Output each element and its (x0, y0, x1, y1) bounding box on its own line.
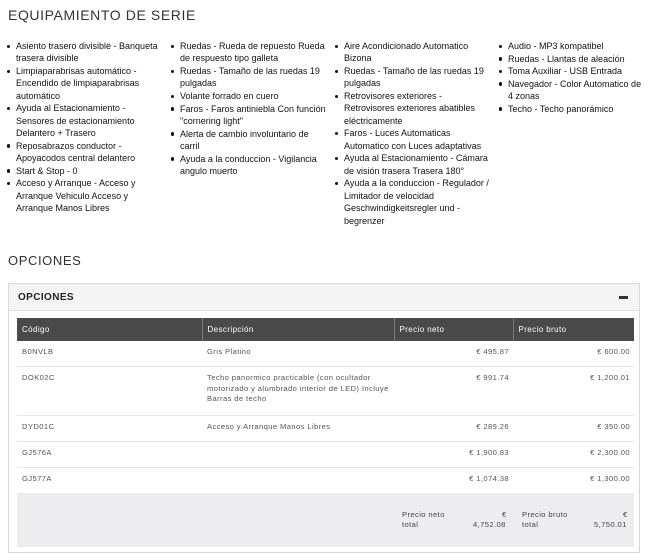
cell-precio-neto: € 1,900.83 (394, 442, 513, 468)
list-item: Toma Auxiliar - USB Entrada (499, 65, 645, 77)
table-row (17, 367, 634, 416)
total-neto-value: 4,752.08 (473, 520, 506, 529)
panel-header[interactable] (9, 284, 639, 311)
list-item: Asiento trasero divisible - Banqueta trasera divisible (7, 40, 165, 65)
options-table (17, 318, 634, 495)
total-neto-label: Precio neto (402, 510, 445, 519)
equipamiento-heading: EQUIPAMIENTO DE SERIE (8, 7, 196, 23)
cell-precio-neto: € 991.74 (394, 367, 513, 416)
column-header-codigo[interactable]: Código (17, 318, 202, 341)
total-neto-label-2: total (402, 520, 419, 529)
list-item: Reposabrazos conductor - Apoyacodos central delantero (7, 140, 165, 165)
list-item: Faros - Faros antiniebla Con función "cornering light" (171, 103, 329, 128)
table-row (17, 416, 634, 442)
collapse-icon[interactable] (618, 291, 630, 303)
list-item: Ayuda a la conduccion - Vigilancia angulo muerto (171, 153, 329, 178)
cell-codigo: DYD01C (17, 416, 202, 442)
list-item: Limpiaparabrisas automático - Encendido de limpiaparabrisas automático (7, 65, 165, 102)
list-item: Volante forrado en cuero (171, 90, 329, 102)
totals-row (17, 493, 634, 547)
cell-precio-bruto: € 600.00 (513, 341, 634, 367)
cell-precio-bruto: € 2,300.00 (513, 442, 634, 468)
cell-codigo: GJ577A (17, 468, 202, 495)
cell-codigo: DOK02C (17, 367, 202, 416)
total-bruto-currency: € (623, 510, 628, 519)
panel-title: OPCIONES (18, 292, 74, 303)
cell-precio-neto: € 1,074.38 (394, 468, 513, 495)
list-item: Aire Acondicionado Automatico Bizona (335, 40, 493, 65)
list-item: Start & Stop - 0 (7, 165, 165, 177)
cell-precio-neto: € 289.26 (394, 416, 513, 442)
list-item: Faros - Luces Automaticas Automatico con Luces adaptativas (335, 127, 493, 152)
opciones-heading: OPCIONES (8, 253, 82, 268)
total-bruto-value: 5,750.01 (594, 520, 627, 529)
equipment-list-col4 (499, 40, 645, 115)
total-bruto-label-2: total (522, 520, 539, 529)
cell-descripcion (202, 442, 394, 468)
cell-descripcion: Gris Platino (202, 341, 394, 367)
list-item: Ruedas - Tamaño de las ruedas 19 pulgadas (335, 65, 493, 90)
list-item: Ruedas - Rueda de repuesto Rueda de respuesto tipo galleta (171, 40, 329, 65)
list-item: Ayuda a la conduccion - Regulador / Limitador de velocidad Geschwindigkeitsregler und -begrenzer (335, 177, 493, 227)
cell-precio-bruto: € 1,300.00 (513, 468, 634, 495)
table-row (17, 468, 634, 495)
total-neto-currency: € (502, 510, 507, 519)
cell-descripcion (202, 468, 394, 495)
cell-descripcion: Techo panormico practicable (con ocultador motorizado y alumbrado interior de LED) Incluye Barras de techo (202, 367, 394, 416)
cell-precio-bruto: € 1,200.01 (513, 367, 634, 416)
cell-descripcion: Acceso y Arranque Manos Libres (202, 416, 394, 442)
cell-codigo: GJ576A (17, 442, 202, 468)
list-item: Ruedas - Tamaño de las ruedas 19 pulgadas (171, 65, 329, 90)
list-item: Ayuda al Estacionamiento - Sensores de estacionamiento Delantero + Trasero (7, 102, 165, 139)
cell-precio-bruto: € 350.00 (513, 416, 634, 442)
list-item: Navegador - Color Automatico de 4 zonas (499, 78, 645, 103)
column-header-precio-bruto[interactable]: Precio bruto (513, 318, 634, 341)
list-item: Ruedas - Llantas de aleación (499, 53, 645, 65)
cell-codigo: B0NVLB (17, 341, 202, 367)
list-item: Ayuda al Estacionamiento - Cámara de visión trasera Trasera 180° (335, 152, 493, 177)
list-item: Acceso y Arranque - Acceso y Arranque Vehiculo Acceso y Arranque Manos Libres (7, 177, 165, 214)
table-row (17, 341, 634, 367)
column-header-precio-neto[interactable]: Precio neto (394, 318, 513, 341)
table-row (17, 442, 634, 468)
list-item: Alerta de cambio involuntario de carril (171, 128, 329, 153)
equipment-list-col2 (171, 40, 329, 178)
list-item: Retrovisores exteriores - Retrovisores exteriores abatibles eléctricamente (335, 90, 493, 127)
total-bruto-label: Precio bruto (522, 510, 568, 519)
cell-precio-neto: € 495.87 (394, 341, 513, 367)
equipment-list-col1 (7, 40, 165, 215)
column-header-descripcion[interactable]: Descripción (202, 318, 394, 341)
equipment-list-col3 (335, 40, 493, 227)
list-item: Audio - MP3 kompatibel (499, 40, 645, 52)
list-item: Techo - Techo panorámico (499, 103, 645, 115)
